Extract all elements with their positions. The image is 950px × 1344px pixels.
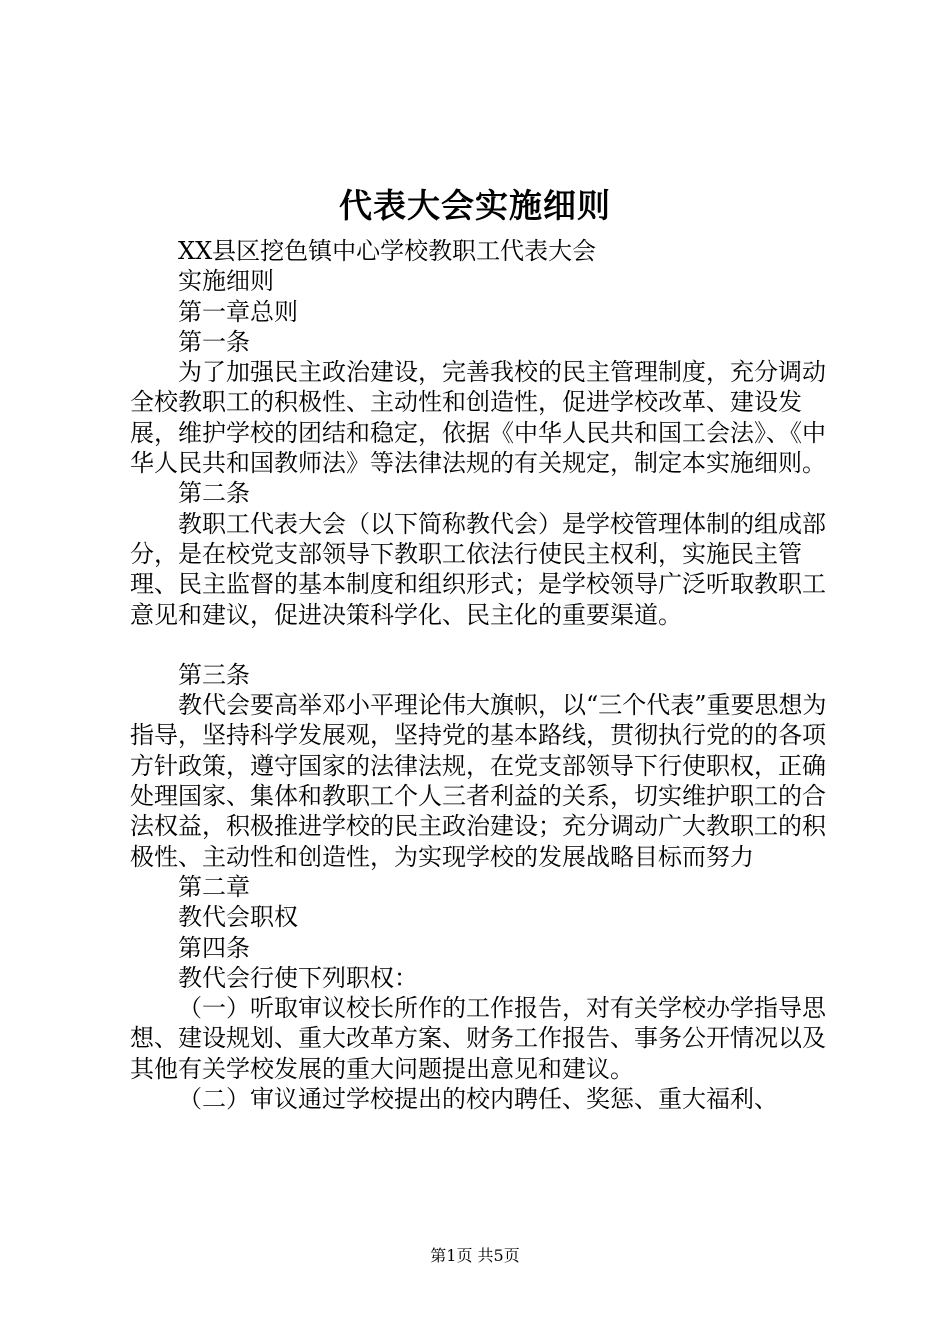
article-1-paragraph: 为了加强民主政治建设，完善我校的民主管理制度，充分调动全校教职工的积极性、主动性和创造性，促进学校改革、建设发展，维护学校的团结和稳定，依据《中华人民共和国工会法》、《中华人民共和国教师法》等法律法规的有关规定，制定本实施细则。 bbox=[130, 358, 826, 478]
subtitle-line: 实施细则 bbox=[178, 267, 274, 296]
article-4-item-1: （一）听取审议校长所作的工作报告，对有关学校办学指导思想、建设规划、重大改革方案、财务工作报告、事务公开情况以及其他有关学校发展的重大问题提出意见和建议。 bbox=[130, 994, 826, 1083]
article-3-heading: 第三条 bbox=[178, 660, 250, 689]
paragraph-gap bbox=[130, 630, 840, 660]
chapter-2-title: 教代会职权 bbox=[178, 903, 298, 932]
article-4-item-2: （二）审议通过学校提出的校内聘任、奖惩、重大福利、 bbox=[178, 1085, 778, 1114]
article-4-intro: 教代会行使下列职权： bbox=[178, 963, 418, 992]
article-3-paragraph: 教代会要高举邓小平理论伟大旗帜，以“三个代表”重要思想为指导，坚持科学发展观，坚持党的基本路线，贯彻执行党的的各项方针政策，遵守国家的法律法规，在党支部领导下行使职权，正确处理国家、集体和教职工个人三者利益的关系，切实维护职工的合法权益，积极推进学校的民主政治建设；充分调动广大教职工的积极性、主动性和创造性，为实现学校的发展战略目标而努力 bbox=[130, 691, 827, 871]
chapter-2-heading: 第二章 bbox=[178, 872, 250, 901]
article-2-heading: 第二条 bbox=[178, 479, 250, 508]
school-name-line: XX县区挖色镇中心学校教职工代表大会 bbox=[178, 237, 597, 265]
page-number-footer: 第1页 共5页 bbox=[430, 1246, 520, 1265]
chapter-1-heading: 第一章总则 bbox=[178, 297, 298, 326]
article-4-heading: 第四条 bbox=[178, 933, 250, 962]
article-1-heading: 第一条 bbox=[178, 327, 250, 356]
document-body bbox=[130, 236, 840, 1114]
article-2-paragraph: 教职工代表大会（以下简称教代会）是学校管理体制的组成部分，是在校党支部领导下教职工依法行使民主权利，实施民主管理、民主监督的基本制度和组织形式；是学校领导广泛听取教职工意见和建议，促进决策科学化、民主化的重要渠道。 bbox=[130, 509, 826, 629]
document-title: 代表大会实施细则 bbox=[339, 186, 611, 225]
